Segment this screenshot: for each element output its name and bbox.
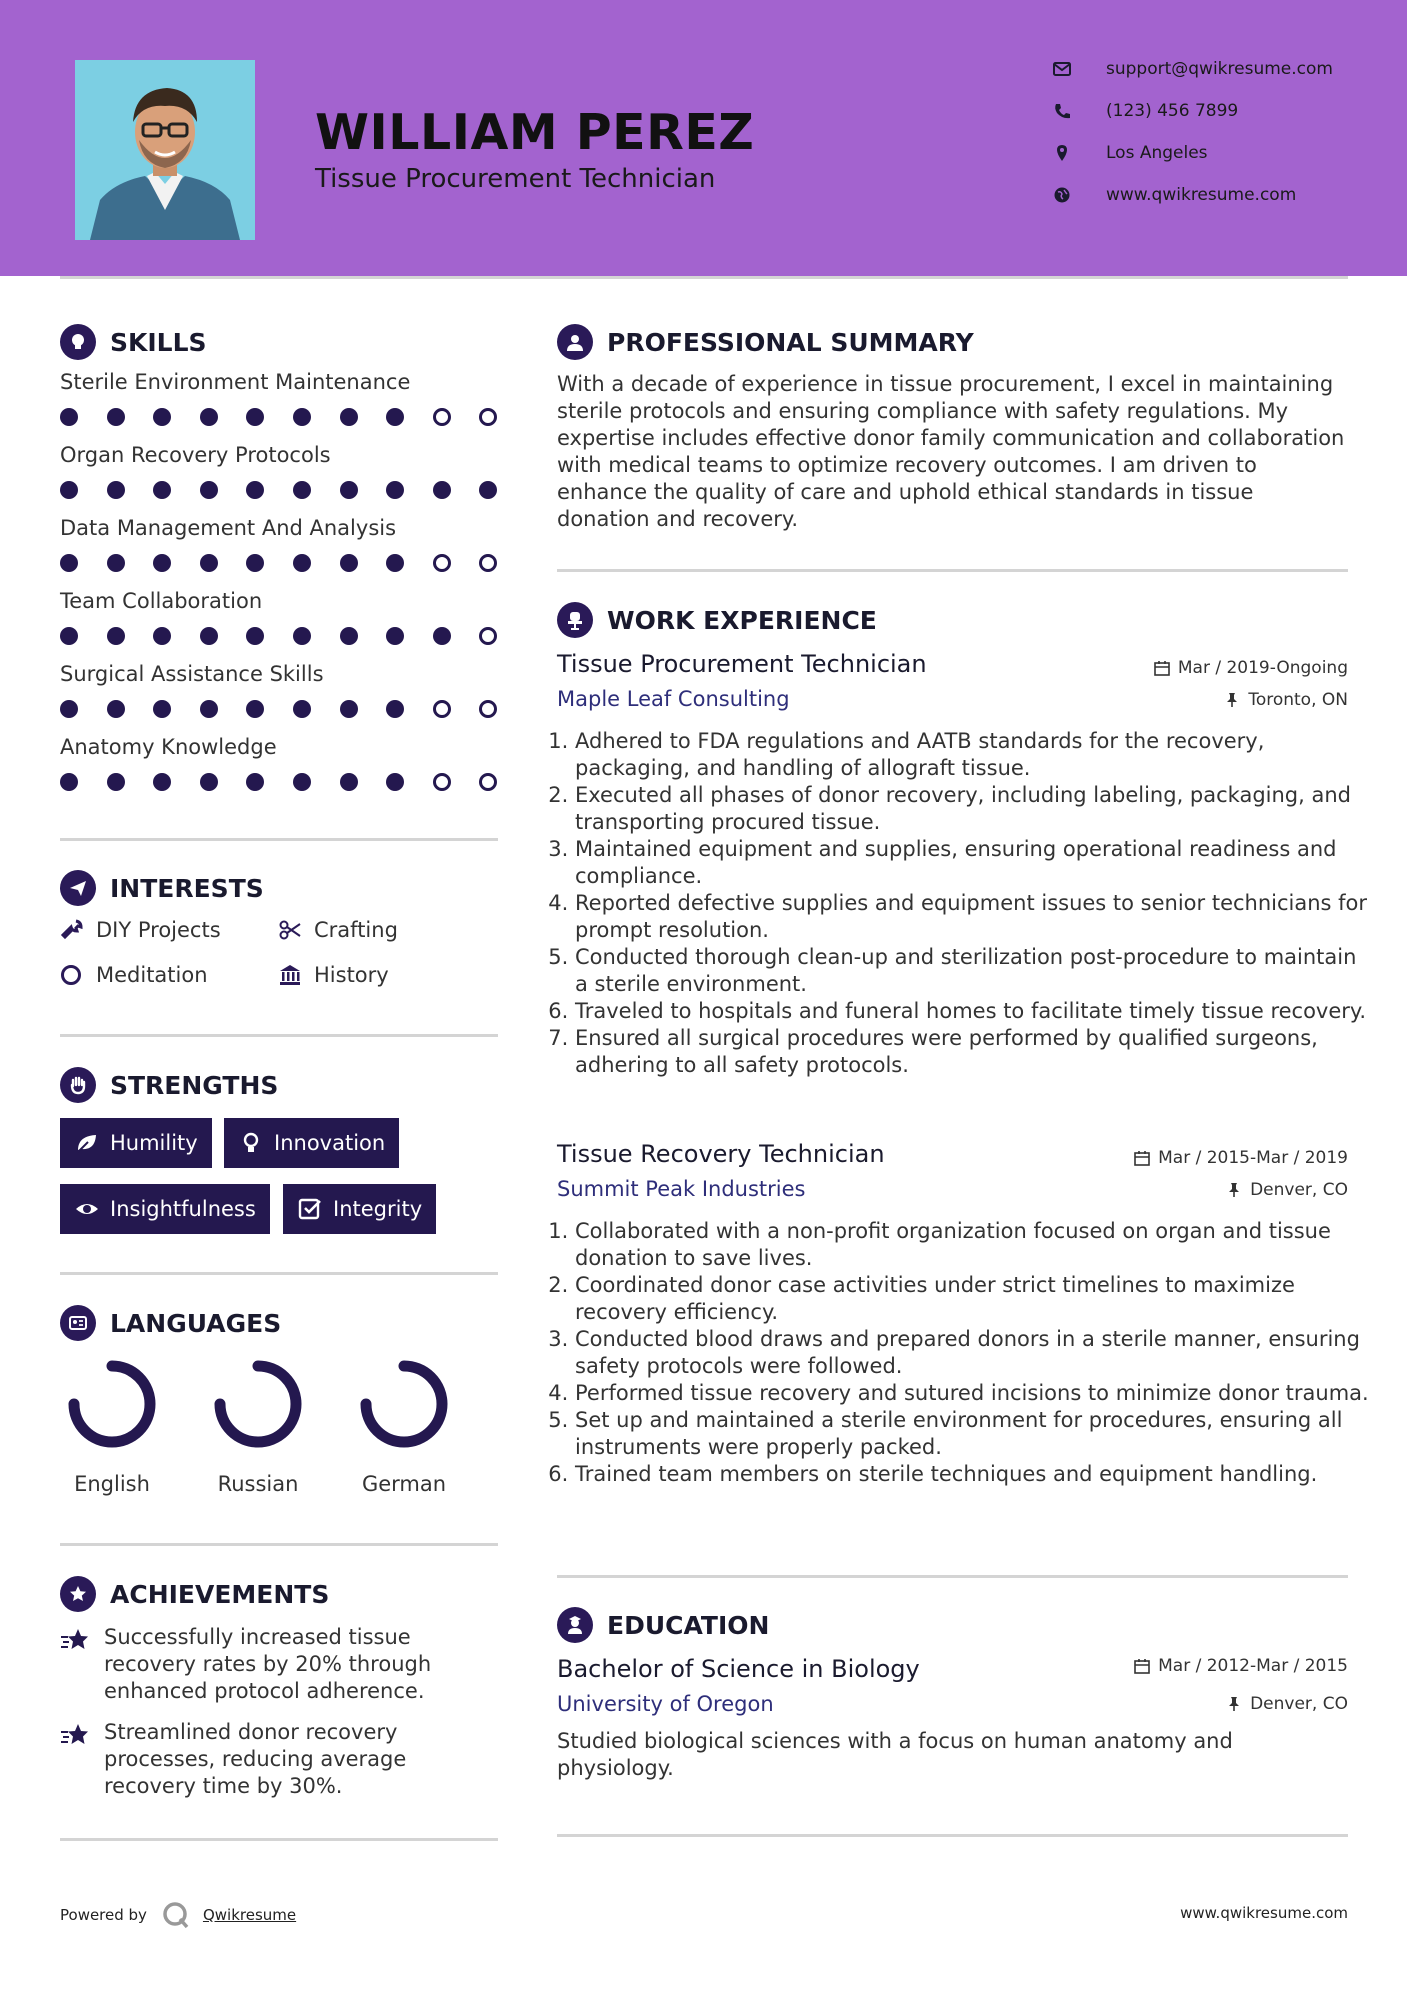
map-marker-icon — [1052, 143, 1072, 163]
skill-dot-filled — [200, 773, 218, 791]
skill-dot-filled — [107, 773, 125, 791]
skill-dot-filled — [433, 481, 451, 499]
skill-dot-filled — [153, 627, 171, 645]
skill-name: Anatomy Knowledge — [60, 735, 277, 759]
job-title: Tissue Procurement Technician — [557, 650, 927, 678]
circle-icon — [60, 963, 84, 987]
skill-dot-empty — [433, 554, 451, 572]
resume-header — [0, 0, 1407, 276]
job-duties-list — [557, 1218, 1375, 1488]
duty-item: 1. Collaborated with a non-profit organization focused on organ and tissue donation to save lives. — [575, 1218, 1375, 1272]
skill-dot-filled — [60, 700, 78, 718]
wrench-icon — [60, 918, 84, 942]
skill-dot-filled — [200, 627, 218, 645]
interest-item: History — [278, 963, 389, 987]
skill-dot-filled — [107, 408, 125, 426]
skill-dot-filled — [107, 700, 125, 718]
skill-dot-filled — [386, 773, 404, 791]
skill-dot-filled — [107, 554, 125, 572]
skill-dot-filled — [107, 627, 125, 645]
job-location: Denver, CO — [1226, 1180, 1348, 1200]
footer-website[interactable]: www.qwikresume.com — [1180, 1904, 1348, 1922]
lightbulb-icon — [60, 324, 96, 360]
skill-dot-filled — [340, 408, 358, 426]
skill-name: Sterile Environment Maintenance — [60, 370, 411, 394]
achievement-item: Successfully increased tissue recovery rates by 20% through enhanced protocol adherence. — [104, 1625, 432, 1703]
calendar-icon — [1134, 1658, 1150, 1674]
company-name: Maple Leaf Consulting — [557, 687, 790, 711]
pushpin-icon — [1226, 1182, 1242, 1198]
language-name: English — [74, 1472, 150, 1496]
contact-location — [1052, 138, 1208, 168]
education-location: Denver, CO — [1226, 1694, 1348, 1714]
skill-dot-filled — [433, 627, 451, 645]
skill-dot-filled — [386, 481, 404, 499]
interests-divider — [60, 1034, 498, 1037]
summary-heading: PROFESSIONAL SUMMARY — [557, 324, 974, 360]
languages-heading: LANGUAGES — [60, 1305, 281, 1341]
education-dates: Mar / 2012-Mar / 2015 — [1134, 1656, 1348, 1676]
skills-heading: SKILLS — [60, 324, 207, 360]
skill-dot-filled — [60, 627, 78, 645]
language-level-ring — [62, 1354, 162, 1454]
language-level-arc — [366, 1366, 442, 1442]
company-name: Summit Peak Industries — [557, 1177, 806, 1201]
skill-dot-filled — [200, 408, 218, 426]
skill-dot-empty — [433, 700, 451, 718]
interest-item: Crafting — [278, 918, 398, 942]
qwikresume-logo-icon — [161, 1900, 191, 1930]
skill-dot-filled — [153, 773, 171, 791]
achievements-divider — [60, 1838, 498, 1841]
skill-dot-filled — [200, 554, 218, 572]
check-square-icon — [297, 1196, 323, 1222]
skill-dot-filled — [200, 481, 218, 499]
language-name: German — [361, 1472, 447, 1496]
skill-dot-filled — [386, 627, 404, 645]
strength-tag-humility: Humility — [60, 1118, 212, 1168]
skill-dot-empty — [479, 773, 497, 791]
skill-dot-filled — [340, 627, 358, 645]
skill-dot-filled — [293, 627, 311, 645]
candidate-name: WILLIAM PEREZ — [315, 104, 755, 161]
language-level-ring — [354, 1354, 454, 1454]
skill-dot-empty — [433, 773, 451, 791]
duty-item: 2. Executed all phases of donor recovery, including labeling, packaging, and transporting procured tissue. — [575, 782, 1375, 836]
footer-powered-by: Powered by Qwikresume — [60, 1900, 296, 1930]
achievements-heading: ACHIEVEMENTS — [60, 1576, 329, 1612]
skills-divider — [60, 838, 498, 841]
star-icon — [60, 1627, 90, 1653]
language-level-arc — [74, 1366, 150, 1442]
skill-dot-filled — [107, 481, 125, 499]
office-chair-icon — [557, 602, 593, 638]
skill-dot-filled — [340, 700, 358, 718]
paper-plane-icon — [60, 870, 96, 906]
duty-item: 3. Conducted blood draws and prepared donors in a sterile manner, ensuring safety protocols were followed. — [575, 1326, 1375, 1380]
globe-icon — [1052, 185, 1072, 205]
job-dates: Mar / 2019-Ongoing — [1154, 658, 1348, 678]
skill-name: Team Collaboration — [60, 589, 263, 613]
skill-dot-filled — [153, 700, 171, 718]
job-duties-list — [557, 728, 1375, 1079]
skill-dot-filled — [60, 554, 78, 572]
interests-heading: INTERESTS — [60, 870, 264, 906]
skill-dot-filled — [293, 481, 311, 499]
skill-dot-filled — [246, 627, 264, 645]
lightbulb-icon — [238, 1130, 264, 1156]
skill-name: Data Management And Analysis — [60, 516, 397, 540]
skill-dot-filled — [386, 700, 404, 718]
job-dates: Mar / 2015-Mar / 2019 — [1134, 1148, 1348, 1168]
contact-location-text: Los Angeles — [1106, 143, 1208, 163]
skill-dot-filled — [200, 700, 218, 718]
qwikresume-link[interactable]: Qwikresume — [202, 1906, 297, 1924]
skill-dot-filled — [386, 554, 404, 572]
contact-email[interactable] — [1052, 54, 1333, 84]
skill-dot-filled — [340, 554, 358, 572]
school-name: University of Oregon — [557, 1692, 774, 1716]
profile-photo — [75, 60, 255, 240]
duty-item: 3. Maintained equipment and supplies, ensuring operational readiness and compliance. — [575, 836, 1375, 890]
skill-dot-filled — [246, 700, 264, 718]
strength-tag-insightfulness: Insightfulness — [60, 1184, 270, 1234]
skill-dot-filled — [293, 773, 311, 791]
skill-name: Organ Recovery Protocols — [60, 443, 331, 467]
duty-item: 6. Traveled to hospitals and funeral homes to facilitate timely tissue recovery. — [575, 998, 1375, 1025]
skill-dot-filled — [153, 481, 171, 499]
star-icon — [60, 1722, 90, 1748]
skill-dot-empty — [479, 627, 497, 645]
scissors-icon — [278, 918, 302, 942]
contact-website[interactable] — [1052, 180, 1296, 210]
interest-item: Meditation — [60, 963, 208, 987]
education-heading: EDUCATION — [557, 1607, 769, 1643]
skill-dot-filled — [293, 700, 311, 718]
envelope-icon — [1052, 59, 1072, 79]
education-description: Studied biological sciences with a focus on human anatomy and physiology. — [557, 1729, 1233, 1780]
contact-phone-text: (123) 456 7899 — [1106, 101, 1239, 121]
duty-item: 5. Conducted thorough clean-up and sterilization post-procedure to maintain a sterile environment. — [575, 944, 1375, 998]
header-divider — [60, 276, 1348, 279]
skill-dot-filled — [293, 554, 311, 572]
interest-item: DIY Projects — [60, 918, 221, 942]
experience-heading: WORK EXPERIENCE — [557, 602, 877, 638]
strength-tag-integrity: Integrity — [283, 1184, 436, 1234]
skill-dot-empty — [479, 700, 497, 718]
graduate-icon — [557, 1607, 593, 1643]
duty-item: 6. Trained team members on sterile techniques and equipment handling. — [575, 1461, 1375, 1488]
skill-dot-empty — [479, 554, 497, 572]
skill-dot-filled — [246, 554, 264, 572]
contact-phone[interactable] — [1052, 96, 1238, 126]
skill-dot-filled — [153, 408, 171, 426]
duty-item: 4. Reported defective supplies and equipment issues to senior technicians for prompt resolution. — [575, 890, 1375, 944]
skill-dot-filled — [293, 408, 311, 426]
pushpin-icon — [1226, 1696, 1242, 1712]
education-divider — [557, 1834, 1348, 1837]
language-level-ring — [208, 1354, 308, 1454]
skill-dot-filled — [246, 408, 264, 426]
contact-email-text: support@qwikresume.com — [1106, 59, 1333, 79]
candidate-title: Tissue Procurement Technician — [315, 164, 716, 194]
hand-icon — [60, 1067, 96, 1103]
skill-dot-filled — [340, 773, 358, 791]
duty-item: 5. Set up and maintained a sterile environment for procedures, ensuring all instruments were properly packed. — [575, 1407, 1375, 1461]
skill-dot-filled — [246, 773, 264, 791]
duty-item: 1. Adhered to FDA regulations and AATB standards for the recovery, packaging, and handling of allograft tissue. — [575, 728, 1375, 782]
summary-divider — [557, 569, 1348, 572]
contact-website-text: www.qwikresume.com — [1106, 185, 1297, 205]
job-location: Toronto, ON — [1224, 690, 1348, 710]
duty-item: 7. Ensured all surgical procedures were performed by qualified surgeons, adhering to all safety protocols. — [575, 1025, 1375, 1079]
language-name: Russian — [217, 1472, 299, 1496]
bank-icon — [278, 963, 302, 987]
calendar-icon — [1134, 1150, 1150, 1166]
strengths-divider — [60, 1272, 498, 1275]
skill-dot-filled — [479, 481, 497, 499]
skill-dot-filled — [60, 481, 78, 499]
duty-item: 2. Coordinated donor case activities under strict timelines to maximize recovery efficiency. — [575, 1272, 1375, 1326]
skill-dot-filled — [60, 408, 78, 426]
skill-dot-filled — [386, 408, 404, 426]
calendar-icon — [1154, 660, 1170, 676]
job-title: Tissue Recovery Technician — [557, 1140, 885, 1168]
strengths-heading: STRENGTHS — [60, 1067, 278, 1103]
leaf-icon — [74, 1130, 100, 1156]
skill-name: Surgical Assistance Skills — [60, 662, 324, 686]
language-level-arc — [220, 1366, 296, 1442]
strength-tag-innovation: Innovation — [224, 1118, 399, 1168]
id-card-icon — [60, 1305, 96, 1341]
eye-icon — [74, 1196, 100, 1222]
summary-text: With a decade of experience in tissue procurement, I excel in maintaining sterile protocols and ensuring compliance with safety regulations. My expertise includes effective donor family communication and collaboration with medical teams to optimize recovery outcomes. I am driven to enhance the quality of care and uphold ethical standards in tissue donation and recovery. — [557, 372, 1345, 531]
user-icon — [557, 324, 593, 360]
skill-dot-filled — [340, 481, 358, 499]
languages-divider — [60, 1543, 498, 1546]
experience-divider — [557, 1575, 1348, 1578]
skill-dot-empty — [479, 408, 497, 426]
skill-dot-filled — [153, 554, 171, 572]
skill-dot-filled — [60, 773, 78, 791]
star-badge-icon — [60, 1576, 96, 1612]
degree-title: Bachelor of Science in Biology — [557, 1655, 920, 1683]
skill-dot-empty — [433, 408, 451, 426]
pushpin-icon — [1224, 692, 1240, 708]
skill-dot-filled — [246, 481, 264, 499]
duty-item: 4. Performed tissue recovery and sutured incisions to minimize donor trauma. — [575, 1380, 1375, 1407]
phone-icon — [1052, 101, 1072, 121]
achievement-item: Streamlined donor recovery processes, reducing average recovery time by 30%. — [104, 1720, 407, 1798]
